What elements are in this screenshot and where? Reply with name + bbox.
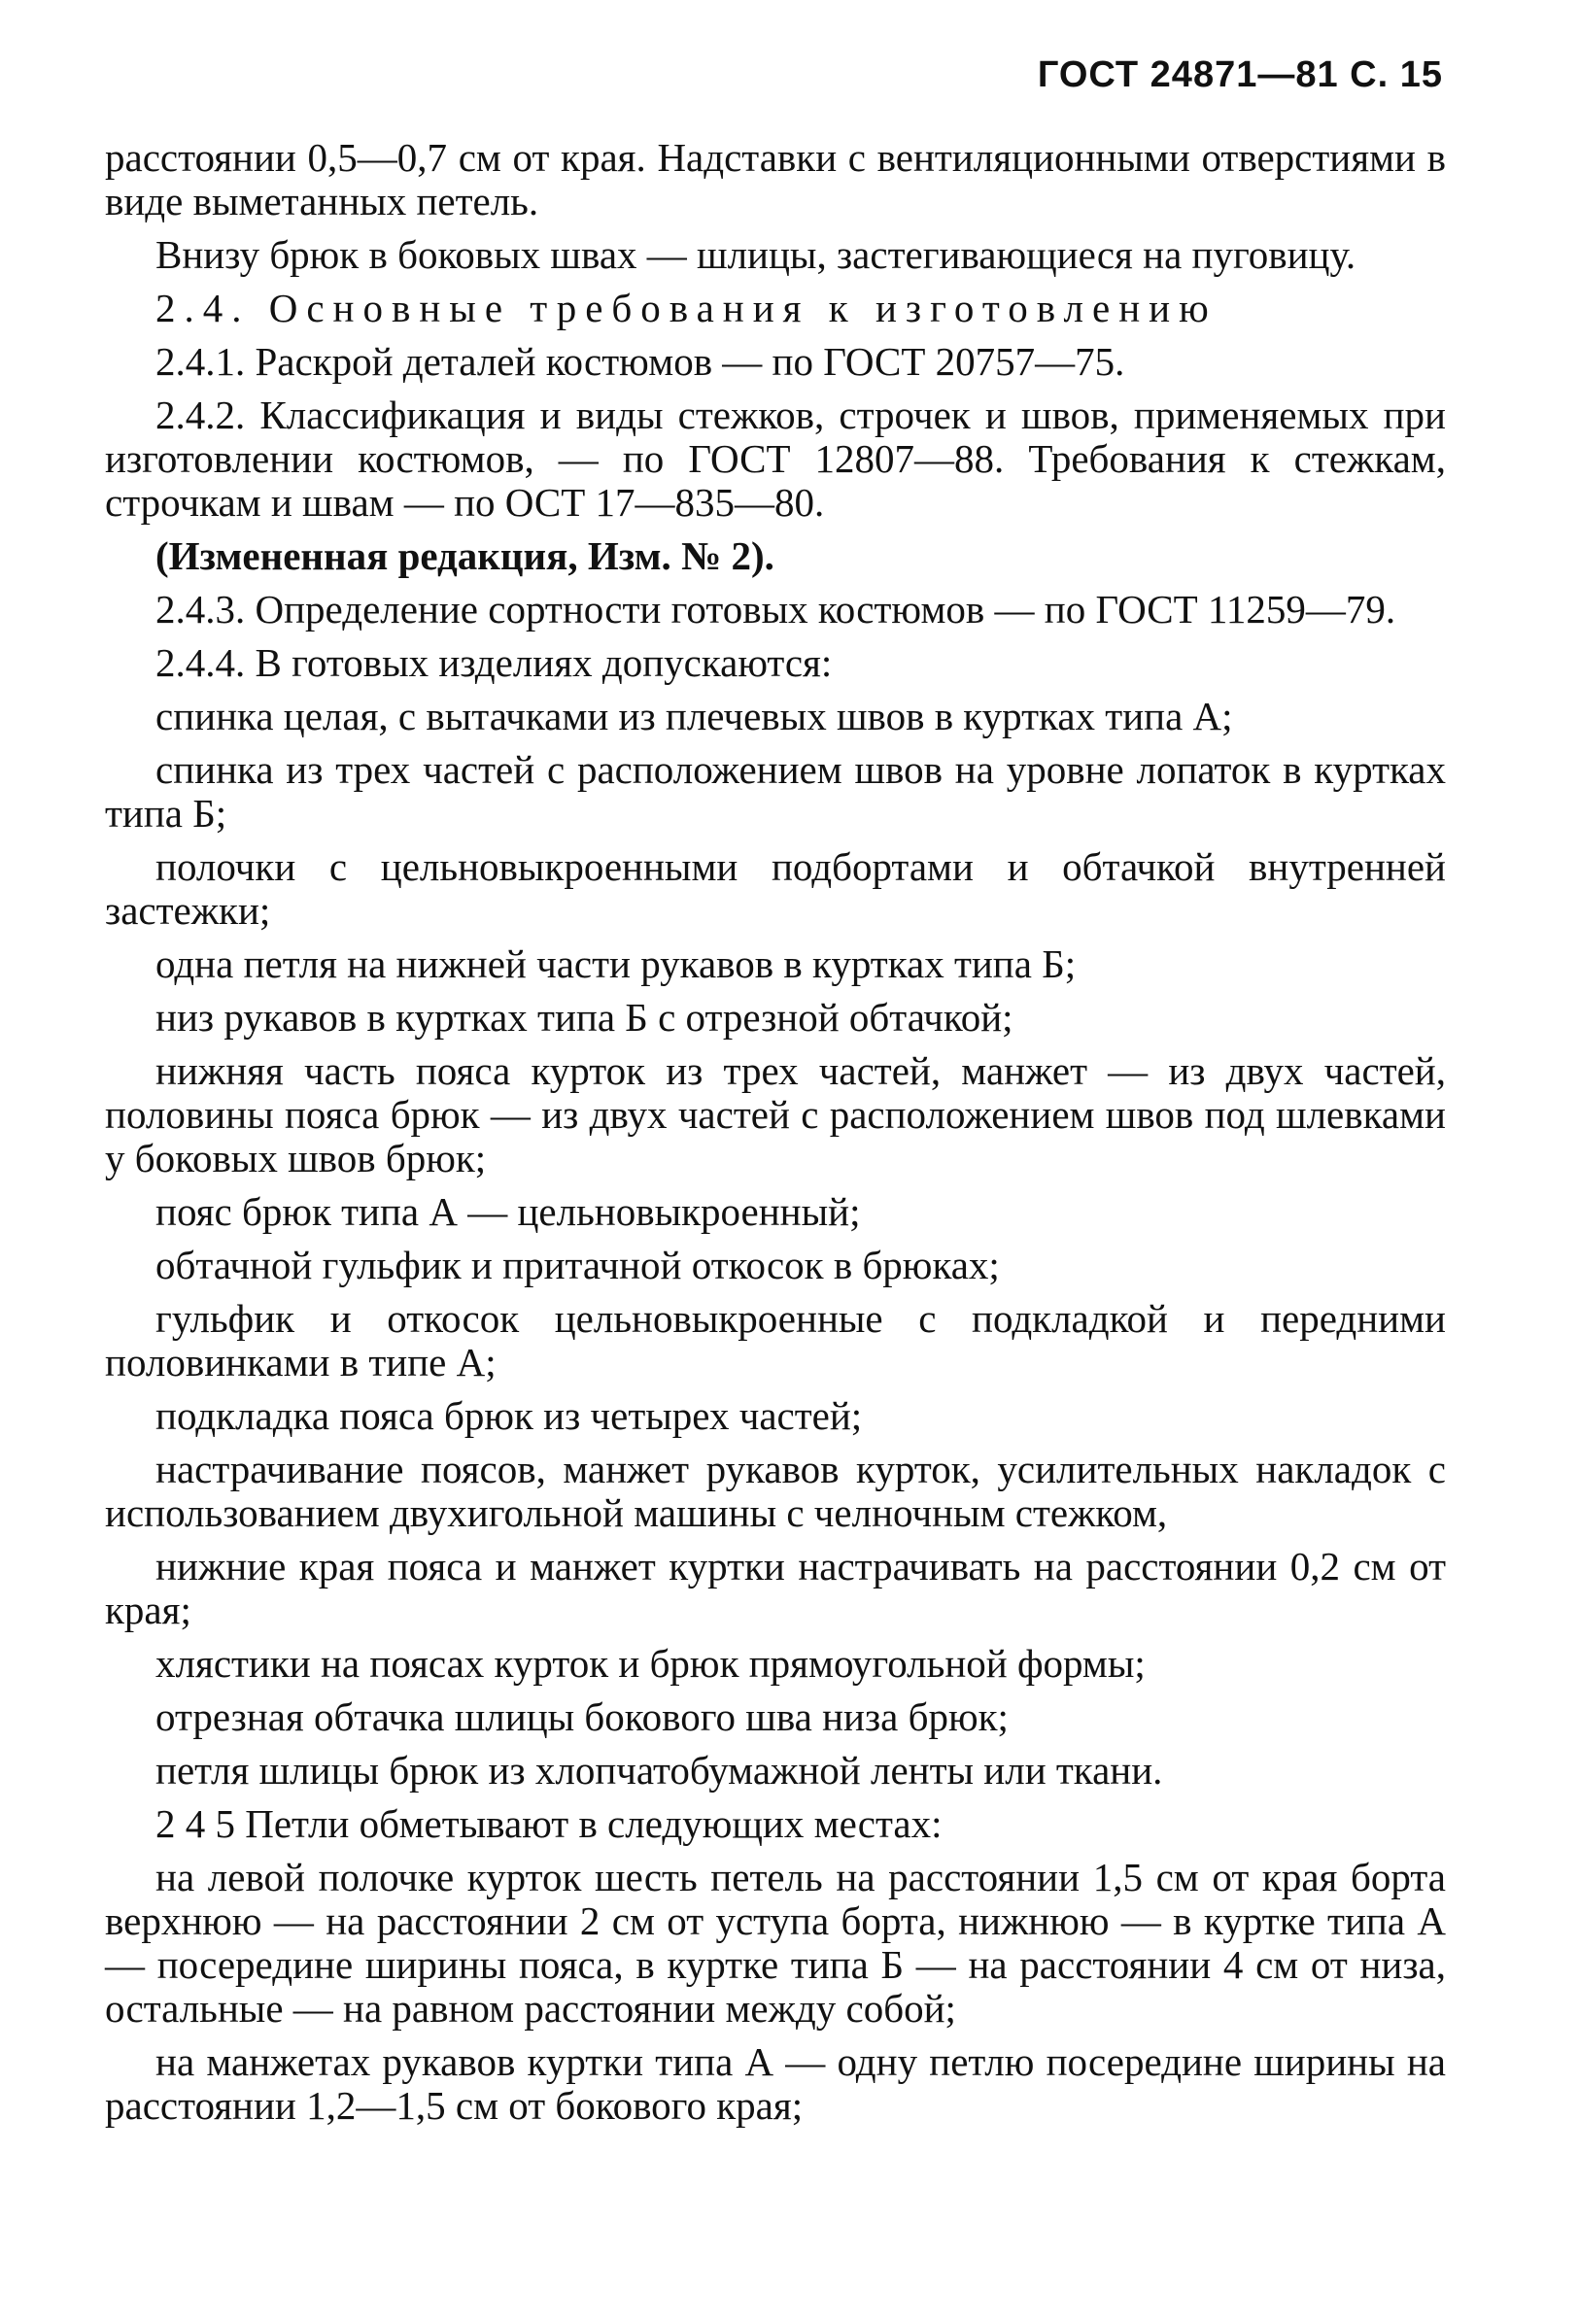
list-item-15: петля шлицы брюк из хлопчатобумажной ленты или ткани.	[155, 1748, 1163, 1793]
list-item-12: нижние края пояса и манжет куртки настрачивать на расстоянии 0,2 см от края;	[105, 1544, 1446, 1632]
list-item-2: спинка из трех частей с расположением швов на уровне лопаток в куртках типа Б;	[105, 747, 1446, 836]
section-heading-2-4: 2.4. Основные требования к изготовлению	[155, 286, 1218, 330]
paragraph-2-4-2: 2.4.2. Классификация и виды стежков, строчек и швов, применяемых при изготовлении костюмов, — по ГОСТ 12807—88. Требования к стежкам, строчкам и швам — по ОСТ 17—835—80.	[105, 393, 1446, 525]
list-item-3: полочки с цельновыкроенными подбортами и обтачкой внутренней застежки;	[105, 844, 1446, 933]
list-item-5: низ рукавов в куртках типа Б с отрезной обтачкой;	[155, 995, 1013, 1040]
list-item-16: на левой полочке курток шесть петель на расстоянии 1,5 см от края борта верхнюю — на расстоянии 2 см от уступа борта, нижнюю — в куртке типа А — посередине ширины пояса, в куртке типа Б — на расстоянии 4 см от низа, остальные — на равном расстоянии между собой;	[105, 1855, 1446, 2031]
paragraph-2-4-3: 2.4.3. Определение сортности готовых костюмов — по ГОСТ 11259—79.	[155, 587, 1396, 632]
list-item-14: отрезная обтачка шлицы бокового шва низа брюк;	[155, 1694, 1009, 1739]
list-item-7: пояс брюк типа А — цельновыкроенный;	[155, 1189, 861, 1234]
list-item-11: настрачивание поясов, манжет рукавов курток, усилительных накладок с использованием двухигольной машины с челночным стежком,	[105, 1447, 1446, 1535]
list-item-17: на манжетах рукавов куртки типа А — одну петлю посередине ширины на расстоянии 1,2—1,5 см от бокового края;	[105, 2039, 1446, 2128]
list-item-13: хлястики на поясах курток и брюк прямоугольной формы;	[155, 1641, 1146, 1686]
paragraph-1: расстоянии 0,5—0,7 см от края. Надставки с вентиляционными отверстиями в виде выметанных петель.	[105, 135, 1446, 223]
paragraph-2-4-1: 2.4.1. Раскрой деталей костюмов — по ГОСТ 20757—75.	[155, 339, 1125, 384]
list-item-4: одна петля на нижней части рукавов в куртках типа Б;	[155, 941, 1077, 986]
paragraph-2-4-4: 2.4.4. В готовых изделиях допускаются:	[155, 640, 833, 685]
list-item-10: подкладка пояса брюк из четырех частей;	[155, 1393, 863, 1438]
list-item-8: обтачной гульфик и притачной откосок в брюках;	[155, 1243, 1000, 1287]
list-item-9: гульфик и откосок цельновыкроенные с подкладкой и передними половинками в типе А;	[105, 1296, 1446, 1384]
list-item-6: нижняя часть пояса курток из трех частей, манжет — из двух частей, половины пояса брюк — из двух частей с расположением швов под шлевками у боковых швов брюк;	[105, 1048, 1446, 1180]
paragraph-2-4-5: 2 4 5 Петли обметывают в следующих местах:	[155, 1801, 943, 1846]
amendment-note: (Измененная редакция, Изм. № 2).	[155, 533, 774, 578]
document-body	[105, 136, 1446, 2137]
running-head: ГОСТ 24871—81 С. 15	[1037, 54, 1443, 95]
paragraph-2: Внизу брюк в боковых швах — шлицы, застегивающиеся на пуговицу.	[155, 232, 1356, 277]
list-item-1: спинка целая, с вытачками из плечевых швов в куртках типа А;	[155, 694, 1233, 738]
